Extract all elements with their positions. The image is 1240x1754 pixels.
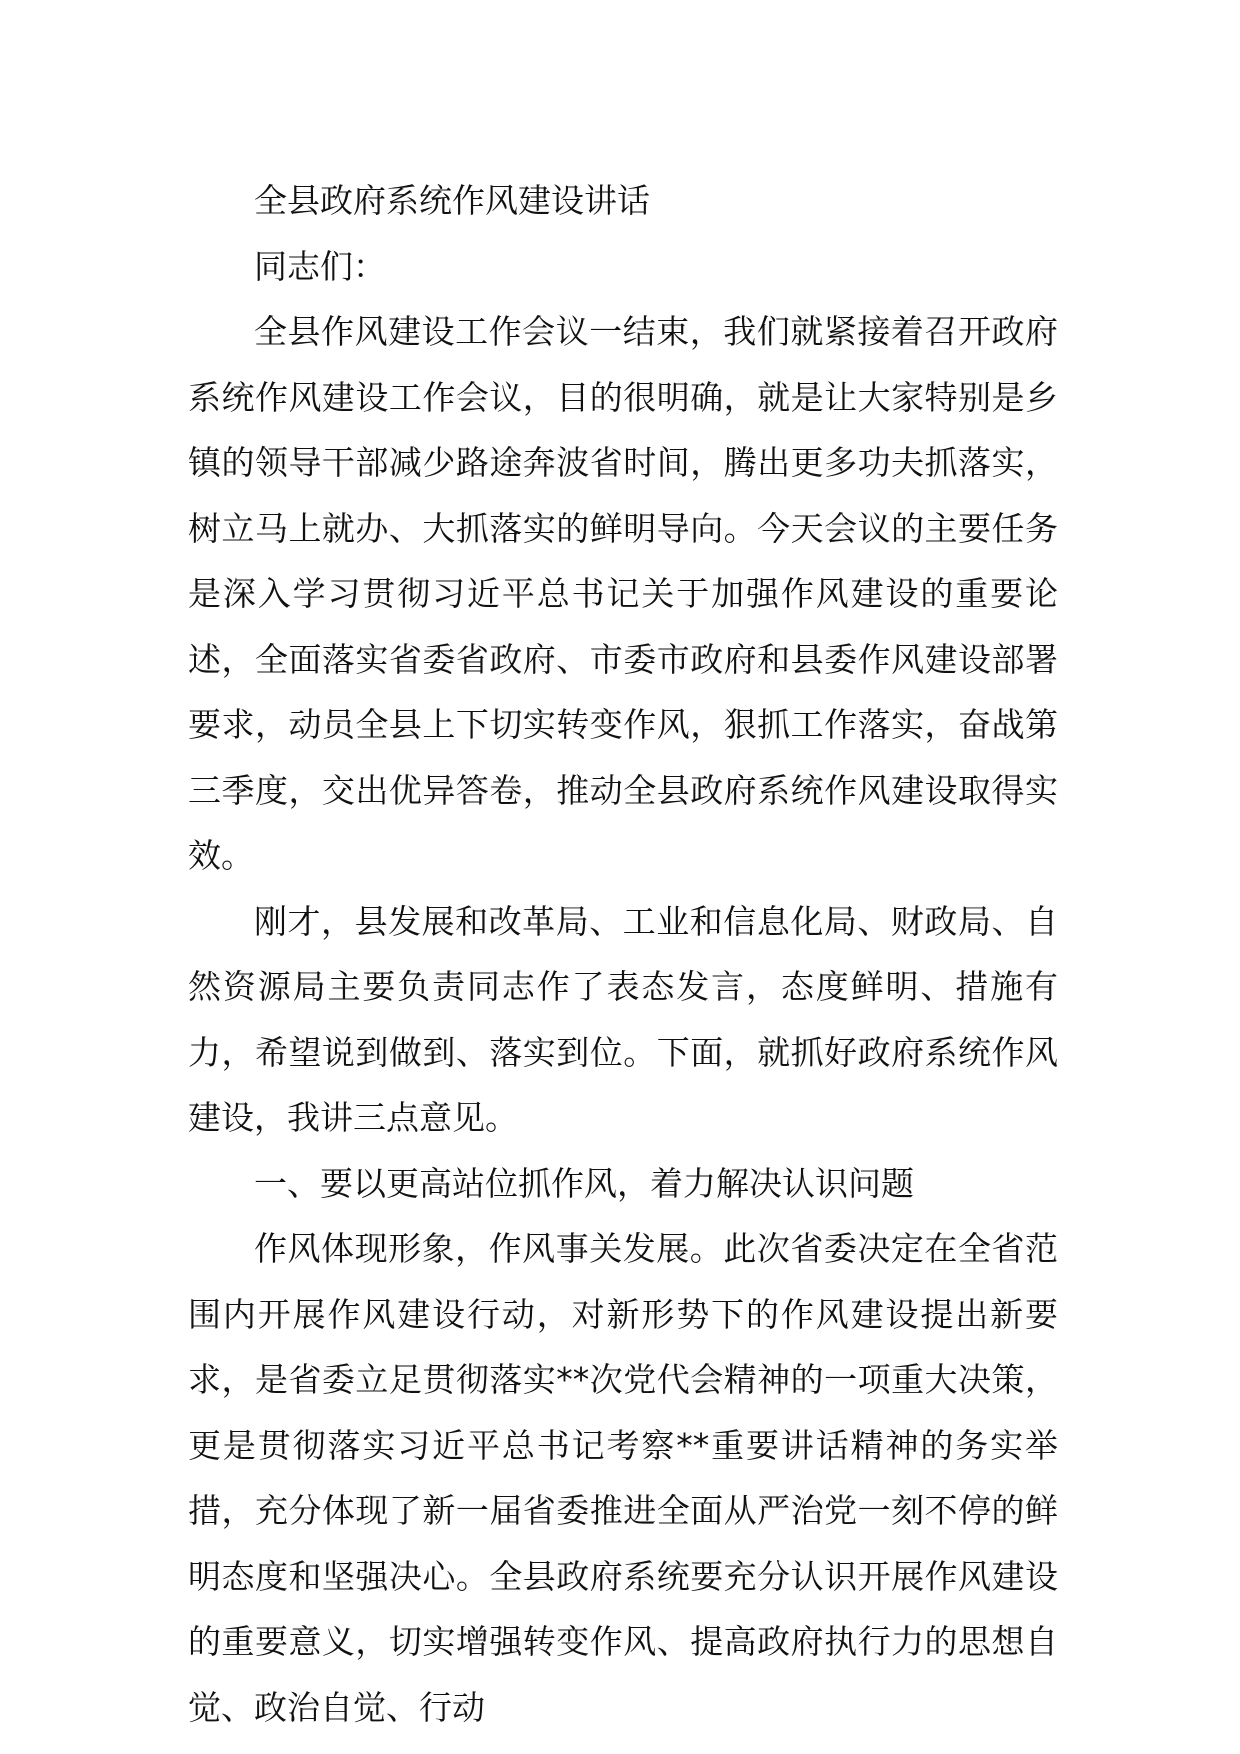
salutation: 同志们： — [254, 246, 386, 286]
paragraph-statements: 刚才，县发展和改革局、工业和信息化局、财政局、自然资源局主要负责同志作了表态发言，态度鲜明、措施有力，希望说到做到、落实到位。下面，就抓好政府系统作风建设，我讲三点意见。 — [188, 901, 1058, 1137]
section-heading-1: 一、要以更高站位抓作风，着力解决认识问题 — [254, 1163, 914, 1203]
section-paragraph-1: 作风体现形象，作风事关发展。此次省委决定在全省范围内开展作风建设行动，对新形势下的作风建设提出新要求，是省委立足贯彻落实**次党代会精神的一项重大决策，更是贯彻落实习近平总书记考察**重要讲话精神的务实举措，充分体现了新一届省委推进全面从严治党一刻不停的鲜明态度和坚强决心。全县政府系统要充分认识开展作风建设的重要意义，切实增强转变作风、提高政府执行力的思想自觉、政治自觉、行动 — [188, 1229, 1058, 1727]
document-body — [188, 168, 1058, 1740]
document-title: 全县政府系统作风建设讲话 — [254, 181, 650, 220]
paragraph-opening: 全县作风建设工作会议一结束，我们就紧接着召开政府系统作风建设工作会议，目的很明确，就是让大家特别是乡镇的领导干部减少路途奔波省时间，腾出更多功夫抓落实，树立马上就办、大抓落实的鲜明导向。今天会议的主要任务是深入学习贯彻习近平总书记关于加强作风建设的重要论述，全面落实省委省政府、市委市政府和县委作风建设部署要求，动员全县上下切实转变作风，狠抓工作落实，奋战第三季度，交出优异答卷，推动全县政府系统作风建设取得实效。 — [188, 312, 1058, 875]
